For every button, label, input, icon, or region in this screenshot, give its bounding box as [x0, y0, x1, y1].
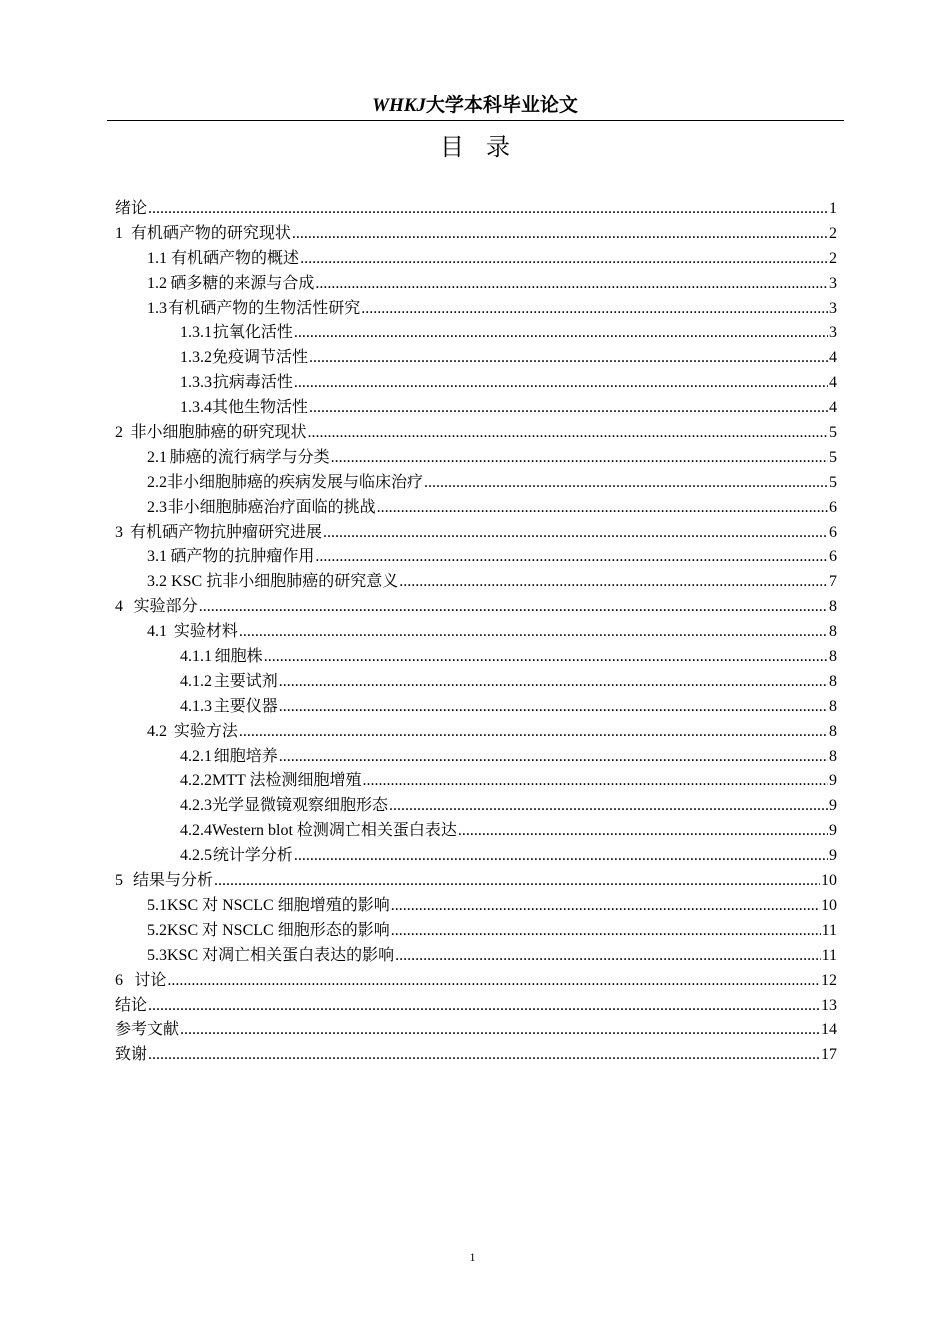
toc-dot-leader — [309, 346, 828, 371]
toc-entry-page: 1 — [829, 200, 837, 217]
toc-entry-page: 13 — [821, 996, 837, 1014]
toc-entry-number: 2.3 — [147, 498, 167, 516]
toc-entry-page: 6 — [829, 548, 837, 566]
toc-entry-title: 主要试剂 — [213, 672, 278, 690]
toc-entry[interactable] — [115, 396, 837, 421]
toc-entry[interactable] — [115, 272, 837, 297]
toc-entry-title: 肺癌的流行病学与分类 — [169, 448, 330, 466]
toc-dot-leader — [315, 545, 828, 570]
toc-entry-number: 1.3 — [147, 299, 167, 317]
toc-entry-title: 实验方法 — [173, 722, 238, 740]
toc-entry[interactable] — [115, 994, 837, 1019]
toc-dot-leader — [424, 471, 828, 496]
toc-entry[interactable] — [115, 919, 837, 944]
toc-dot-leader — [361, 297, 828, 322]
toc-entry-title: 非小细胞肺癌的疾病发展与临床治疗 — [167, 473, 424, 491]
toc-entry-number: 5 — [115, 872, 123, 890]
toc-dot-leader — [391, 894, 820, 919]
toc-entry-title: 抗病毒活性 — [212, 374, 293, 392]
toc-entry-number: 2.1 — [147, 448, 167, 466]
toc-dot-leader — [391, 919, 821, 944]
toc-entry[interactable] — [115, 321, 837, 346]
toc-entry-page: 4 — [829, 399, 837, 417]
toc-entry-number: 4.2.5 — [180, 847, 212, 865]
toc-entry-page: 10 — [821, 896, 837, 914]
toc-dot-leader — [180, 1018, 820, 1043]
toc-entry[interactable] — [115, 421, 837, 446]
toc-entry[interactable] — [115, 247, 837, 272]
toc-entry-page: 3 — [829, 274, 837, 292]
toc-entry[interactable] — [115, 769, 837, 794]
toc-entry-page: 8 — [829, 623, 837, 641]
toc-entry-number: 1.3.4 — [180, 399, 212, 417]
toc-entry[interactable] — [115, 894, 837, 919]
toc-entry-number: 1.3.2 — [180, 349, 212, 367]
toc-dot-leader — [239, 720, 828, 745]
toc-entry-title: KSC 对凋亡相关蛋白表达的影响 — [167, 946, 395, 964]
toc-entry-title: 硒多糖的来源与合成 — [170, 274, 315, 292]
toc-entry-page: 5 — [829, 448, 837, 466]
toc-entry-title: 细胞株 — [214, 648, 263, 666]
toc-entry[interactable] — [115, 695, 837, 720]
toc-entry-number: 1.2 — [147, 274, 167, 292]
running-header — [107, 92, 843, 119]
toc-entry[interactable] — [115, 720, 837, 745]
toc-dot-leader — [148, 1043, 820, 1068]
toc-dot-leader — [395, 944, 820, 969]
toc-entry-page: 8 — [829, 648, 837, 666]
toc-entry[interactable] — [115, 346, 837, 371]
toc-entry-number: 4 — [115, 598, 123, 616]
toc-entry-page: 11 — [821, 946, 837, 964]
toc-dot-leader — [377, 496, 828, 521]
toc-entry-page: 8 — [829, 697, 837, 715]
toc-entry-title: 实验材料 — [173, 623, 238, 641]
toc-entry-title: 硒产物的抗肿瘤作用 — [170, 548, 315, 566]
toc-entry-number: 4.2.4 — [180, 822, 212, 840]
toc-entry-page: 5 — [829, 424, 837, 442]
toc-entry-title: 主要仪器 — [213, 697, 278, 715]
toc-entry[interactable] — [115, 620, 837, 645]
toc-entry-page: 8 — [829, 747, 837, 765]
toc-entry[interactable] — [115, 545, 837, 570]
toc-dot-leader — [307, 421, 828, 446]
toc-entry-number: 4.1.3 — [180, 697, 212, 715]
toc-dot-leader — [167, 969, 820, 994]
toc-entry[interactable] — [115, 844, 837, 869]
toc-entry-number: 4.1.1 — [180, 648, 212, 666]
toc-entry-page: 8 — [829, 672, 837, 690]
toc-entry-page: 8 — [829, 722, 837, 740]
toc-entry-number: 5.1 — [147, 896, 167, 914]
table-of-contents — [115, 197, 837, 1068]
toc-entry-number: 3 — [115, 523, 123, 541]
toc-dot-leader — [292, 222, 828, 247]
toc-entry[interactable] — [115, 446, 837, 471]
toc-entry-page: 17 — [821, 1046, 837, 1064]
toc-entry-title: KSC 抗非小细胞肺癌的研究意义 — [171, 573, 399, 591]
toc-entry-page: 7 — [829, 573, 837, 591]
toc-entry-number: 4.2.1 — [180, 747, 212, 765]
toc-entry-number: 4.2 — [147, 722, 167, 740]
toc-entry[interactable] — [115, 521, 837, 546]
toc-entry[interactable] — [115, 222, 837, 247]
toc-entry-title: 致谢 — [115, 1046, 148, 1064]
toc-entry[interactable] — [115, 297, 837, 322]
toc-entry-page: 10 — [821, 872, 837, 890]
toc-entry-title: 绪论 — [115, 200, 148, 217]
toc-entry-page: 4 — [829, 374, 837, 392]
toc-entry-title: 免疫调节活性 — [212, 349, 309, 367]
toc-dot-leader — [214, 869, 820, 894]
toc-entry-page: 2 — [829, 224, 837, 242]
toc-entry-title: 光学显微镜观察细胞形态 — [212, 797, 389, 815]
toc-entry[interactable] — [115, 645, 837, 670]
toc-entry-title: KSC 对 NSCLC 细胞增殖的影响 — [167, 896, 390, 914]
toc-entry-title: KSC 对 NSCLC 细胞形态的影响 — [167, 921, 390, 939]
toc-entry[interactable] — [115, 794, 837, 819]
toc-dot-leader — [399, 570, 828, 595]
toc-entry-title: 有机硒产物抗肿瘤研究进展 — [129, 523, 322, 541]
toc-entry-title: 结论 — [115, 996, 148, 1014]
toc-entry-number: 4.2.3 — [180, 797, 212, 815]
toc-entry-number: 1 — [115, 224, 123, 242]
toc-dot-leader — [148, 197, 828, 222]
toc-entry-number: 1.1 — [147, 249, 167, 267]
toc-entry-page: 9 — [829, 797, 837, 815]
toc-dot-leader — [294, 321, 828, 346]
toc-entry-number: 4.2.2 — [180, 772, 212, 790]
toc-entry-page: 9 — [829, 847, 837, 865]
toc-entry[interactable] — [115, 471, 837, 496]
toc-entry-title: 参考文献 — [115, 1021, 180, 1039]
toc-entry[interactable] — [115, 496, 837, 521]
toc-entry[interactable] — [115, 1018, 837, 1043]
toc-dot-leader — [309, 396, 828, 421]
toc-dot-leader — [279, 745, 828, 770]
toc-dot-leader — [300, 247, 828, 272]
toc-entry-page: 11 — [821, 921, 837, 939]
toc-entry-title: 结果与分析 — [132, 872, 213, 890]
toc-entry-page: 12 — [821, 971, 837, 989]
toc-entry-page: 8 — [829, 598, 837, 616]
toc-entry-title: 有机硒产物的研究现状 — [130, 224, 291, 242]
header-rule — [107, 120, 844, 121]
toc-entry-title: 抗氧化活性 — [212, 324, 293, 342]
toc-entry-page: 6 — [829, 523, 837, 541]
toc-entry-title: Western blot 检测凋亡相关蛋白表达 — [212, 822, 457, 840]
toc-entry[interactable] — [115, 869, 837, 894]
toc-entry[interactable] — [115, 570, 837, 595]
toc-entry-page: 6 — [829, 498, 837, 516]
toc-dot-leader — [279, 695, 828, 720]
toc-dot-leader — [264, 645, 828, 670]
toc-entry-title: 非小细胞肺癌治疗面临的挑战 — [167, 498, 376, 516]
toc-entry-number: 3.2 — [147, 573, 167, 591]
toc-entry-number: 5.2 — [147, 921, 167, 939]
toc-dot-leader — [389, 794, 828, 819]
toc-entry-page: 5 — [829, 473, 837, 491]
toc-dot-leader — [323, 521, 828, 546]
toc-entry-title: 其他生物活性 — [212, 399, 309, 417]
toc-title: 目录 — [440, 133, 532, 161]
toc-entry[interactable] — [115, 1043, 837, 1068]
toc-entry-number: 2 — [115, 424, 123, 442]
toc-dot-leader — [363, 769, 829, 794]
toc-entry-title: 实验部分 — [133, 598, 198, 616]
toc-entry-page: 4 — [829, 349, 837, 367]
toc-dot-leader — [279, 670, 828, 695]
toc-entry-title: 统计学分析 — [212, 847, 293, 865]
toc-entry-number: 3.1 — [147, 548, 167, 566]
toc-dot-leader — [331, 446, 828, 471]
toc-entry[interactable] — [115, 969, 837, 994]
toc-entry-number: 1.3.1 — [180, 324, 212, 342]
toc-entry[interactable] — [115, 197, 837, 222]
toc-entry-title: 非小细胞肺癌的研究现状 — [130, 424, 307, 442]
toc-entry-page: 14 — [821, 1021, 837, 1039]
toc-dot-leader — [199, 595, 828, 620]
header-cjk: 大学本科毕业论文 — [425, 94, 578, 116]
header-latin: WHKJ — [372, 95, 426, 116]
toc-dot-leader — [458, 819, 828, 844]
toc-entry-title: 有机硒产物的生物活性研究 — [168, 299, 361, 317]
toc-entry-title: MTT 法检测细胞增殖 — [212, 772, 362, 790]
toc-dot-leader — [148, 994, 820, 1019]
toc-entry-page: 9 — [829, 772, 837, 790]
toc-entry-title: 有机硒产物的概述 — [171, 249, 300, 267]
toc-entry-number: 4.1.2 — [180, 672, 212, 690]
toc-dot-leader — [294, 371, 828, 396]
page-number: 1 — [469, 1250, 476, 1264]
toc-entry-number: 5.3 — [147, 946, 167, 964]
toc-entry-page: 3 — [829, 299, 837, 317]
toc-dot-leader — [315, 272, 828, 297]
toc-entry[interactable] — [115, 595, 837, 620]
toc-entry[interactable] — [115, 819, 837, 844]
toc-entry-page: 2 — [829, 249, 837, 267]
toc-entry[interactable] — [115, 745, 837, 770]
toc-entry-title: 细胞培养 — [213, 747, 278, 765]
toc-dot-leader — [294, 844, 828, 869]
toc-entry-number: 1.3.3 — [180, 374, 212, 392]
toc-entry-number: 6 — [115, 971, 123, 989]
toc-entry-title: 讨论 — [134, 971, 167, 989]
toc-entry[interactable] — [115, 670, 837, 695]
toc-entry-number: 4.1 — [147, 623, 167, 641]
toc-entry-page: 3 — [829, 324, 837, 342]
toc-entry-page: 9 — [829, 822, 837, 840]
toc-entry[interactable] — [115, 371, 837, 396]
toc-entry-number: 2.2 — [147, 473, 167, 491]
toc-dot-leader — [239, 620, 828, 645]
toc-entry[interactable] — [115, 944, 837, 969]
